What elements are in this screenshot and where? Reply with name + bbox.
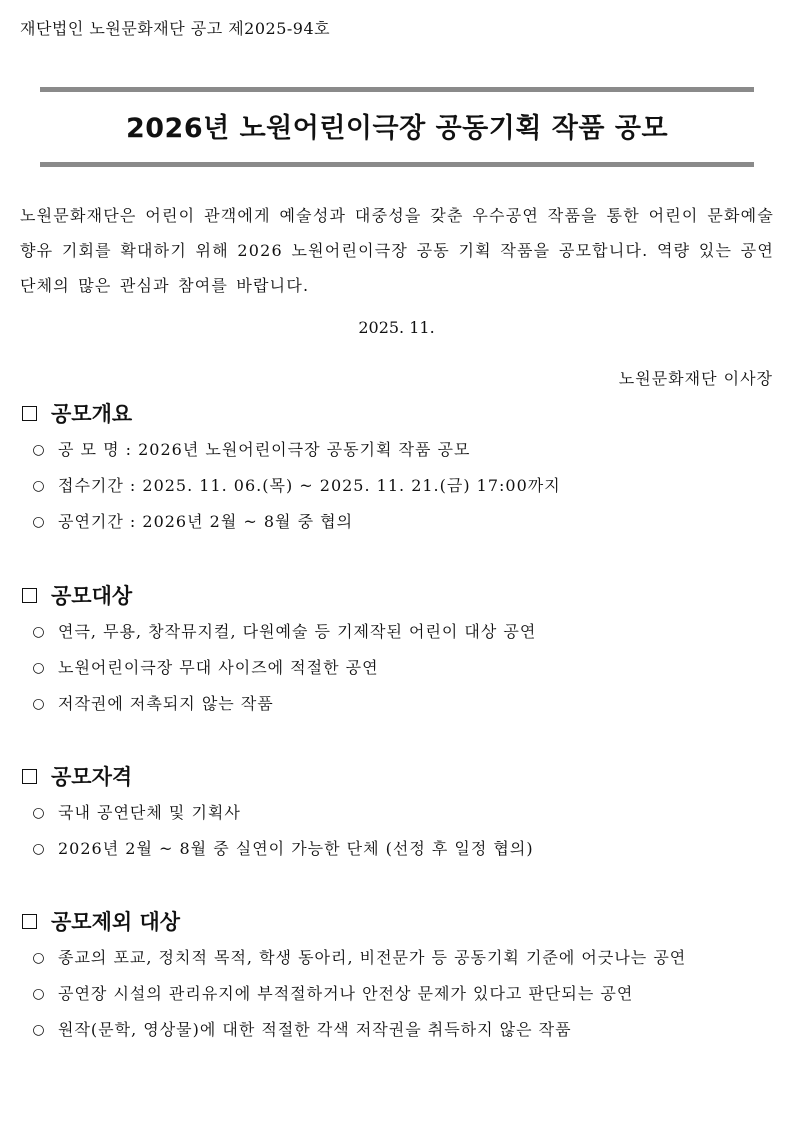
list-item-text: 종교의 포교, 정치적 목적, 학생 동아리, 비전문가 등 공동기획 기준에 어긋나는 공연 <box>58 948 687 967</box>
section-exclusions <box>20 906 774 1048</box>
title-rule-bottom <box>40 162 754 167</box>
circle-bullet-icon: ○ <box>32 805 46 821</box>
list-item <box>20 504 774 540</box>
square-bullet-icon <box>22 914 37 929</box>
section-title-text: 공모대상 <box>51 584 133 608</box>
circle-bullet-icon: ○ <box>32 986 46 1002</box>
section-title <box>20 906 774 936</box>
notice-number: 재단법인 노원문화재단 공고 제2025-94호 <box>20 19 331 38</box>
circle-bullet-icon: ○ <box>32 514 46 530</box>
title-rule-top <box>40 87 754 92</box>
list-item <box>20 940 774 976</box>
list-item <box>20 432 774 468</box>
list-item <box>20 686 774 722</box>
circle-bullet-icon: ○ <box>32 696 46 712</box>
section-overview <box>20 398 774 540</box>
circle-bullet-icon: ○ <box>32 841 46 857</box>
list-item-text: 접수기간 : 2025. 11. 06.(목) ~ 2025. 11. 21.(금) 17:00까지 <box>58 476 561 495</box>
list-item-text: 2026년 2월 ~ 8월 중 실연이 가능한 단체 (선정 후 일정 협의) <box>58 839 534 858</box>
circle-bullet-icon: ○ <box>32 660 46 676</box>
list-item <box>20 468 774 504</box>
circle-bullet-icon: ○ <box>32 1022 46 1038</box>
notice-date: 2025. 11. <box>358 318 435 337</box>
list-item <box>20 1012 774 1048</box>
list-item <box>20 795 774 831</box>
list-item <box>20 831 774 867</box>
list-item-text: 공연기간 : 2026년 2월 ~ 8월 중 협의 <box>58 512 354 531</box>
circle-bullet-icon: ○ <box>32 624 46 640</box>
circle-bullet-icon: ○ <box>32 950 46 966</box>
list-item-text: 공 모 명 : 2026년 노원어린이극장 공동기획 작품 공모 <box>58 440 471 459</box>
section-title-text: 공모자격 <box>51 765 133 789</box>
intro-paragraph: 노원문화재단은 어린이 관객에게 예술성과 대중성을 갖춘 우수공연 작품을 통한 어린이 문화예술 향유 기회를 확대하기 위해 2026 노원어린이극장 공동 기획 작품을 공모합니다. 역량 있는 공연 단체의 많은 관심과 참여를 바랍니다. <box>20 206 774 295</box>
section-title-text: 공모제외 대상 <box>51 910 181 934</box>
section-eligibility <box>20 761 774 867</box>
list-item <box>20 614 774 650</box>
list-item-text: 노원어린이극장 무대 사이즈에 적절한 공연 <box>58 658 379 677</box>
square-bullet-icon <box>22 588 37 603</box>
list-item-text: 공연장 시설의 관리유지에 부적절하거나 안전상 문제가 있다고 판단되는 공연 <box>58 984 634 1003</box>
list-item-text: 연극, 무용, 창작뮤지컬, 다원예술 등 기제작된 어린이 대상 공연 <box>58 622 537 641</box>
section-title-text: 공모개요 <box>51 402 133 426</box>
section-title <box>20 580 774 610</box>
circle-bullet-icon: ○ <box>32 442 46 458</box>
section-title <box>20 761 774 791</box>
list-item-text: 원작(문학, 영상물)에 대한 적절한 각색 저작권을 취득하지 않은 작품 <box>58 1020 572 1039</box>
square-bullet-icon <box>22 406 37 421</box>
section-title <box>20 398 774 428</box>
list-item <box>20 976 774 1012</box>
section-target <box>20 580 774 722</box>
circle-bullet-icon: ○ <box>32 478 46 494</box>
list-item <box>20 650 774 686</box>
document-title: 2026년 노원어린이극장 공동기획 작품 공모 <box>125 113 669 144</box>
list-item-text: 국내 공연단체 및 기획사 <box>58 803 241 822</box>
list-item-text: 저작권에 저촉되지 않는 작품 <box>58 694 274 713</box>
square-bullet-icon <box>22 769 37 784</box>
signer: 노원문화재단 이사장 <box>618 369 773 388</box>
